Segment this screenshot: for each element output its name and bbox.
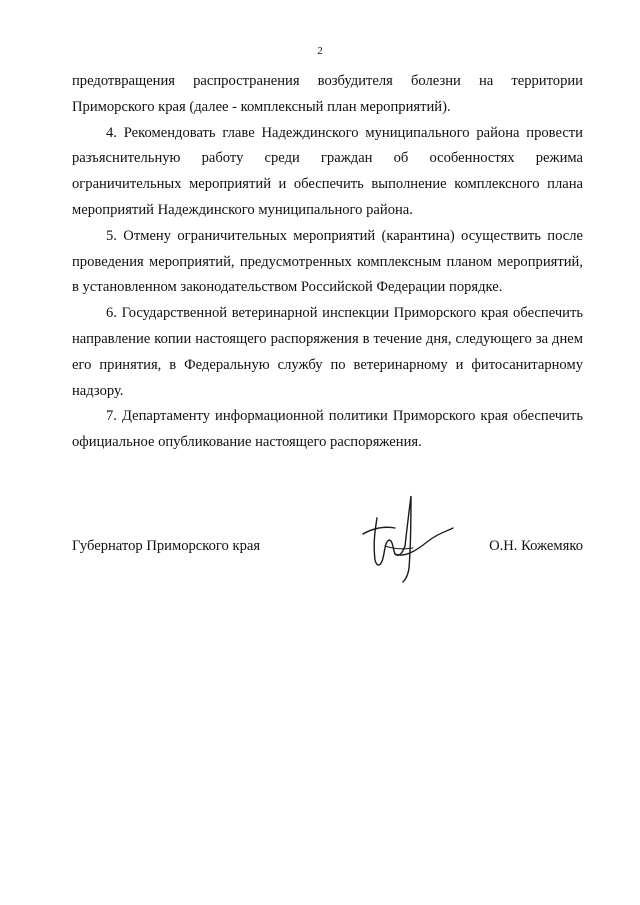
page-number: 2 — [317, 45, 323, 57]
handwritten-signature — [355, 488, 455, 584]
signer-title: Губернатор Приморского края — [72, 538, 261, 554]
paragraph-item-5: 5. Отмену ограничительных мероприятий (карантина) осуществить после проведения мероприятий, предусмотренных комплексным планом мероприятий, в установленном законодательством Российской Федерации порядке. — [72, 227, 583, 296]
paragraph-continuation: предотвращения распространения возбудителя болезни на территории Приморского края (далее - комплексный план мероприятий). — [72, 73, 583, 115]
signer-name: О.Н. Кожемяко — [489, 538, 583, 554]
paragraph-item-4: 4. Рекомендовать главе Надеждинского муниципального района провести разъяснительную работу среди граждан об особенностях режима ограничительных мероприятий и обеспечить выполнение комплексного плана мероприятий Надеждинского муниципального района. — [72, 124, 583, 218]
signature-block — [72, 530, 583, 570]
paragraph-item-7: 7. Департаменту информационной политики Приморского края обеспечить официальное опубликование настоящего распоряжения. — [72, 408, 583, 451]
paragraph-item-6: 6. Государственной ветеринарной инспекции Приморского края обеспечить направление копии настоящего распоряжения в течение дня, следующего за днем его принятия, в Федеральную службу по ветеринарному и фитосанитарному надзору. — [72, 305, 583, 399]
document-body — [72, 69, 583, 456]
